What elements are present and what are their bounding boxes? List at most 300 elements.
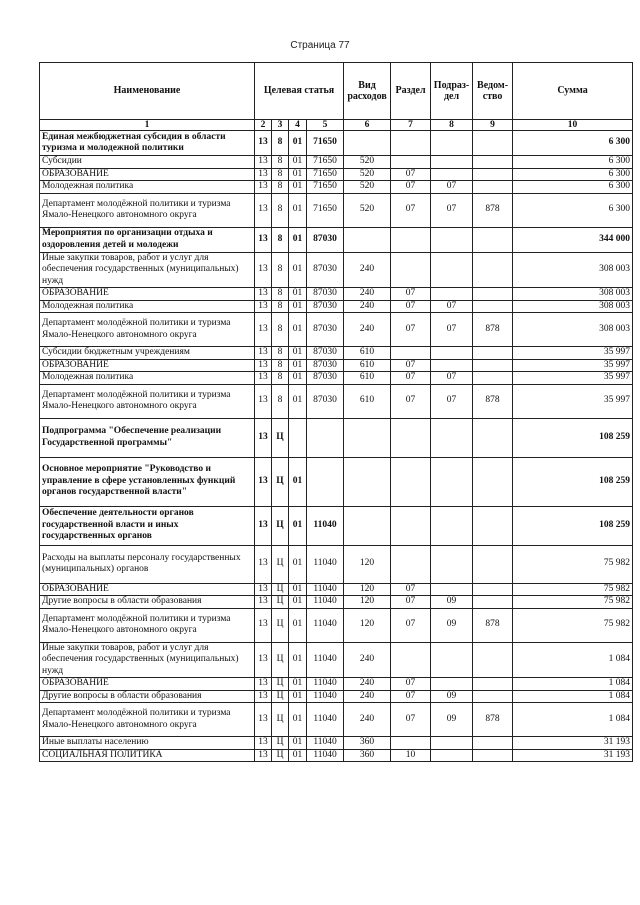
target-code-direction: 87030 [307, 288, 344, 301]
target-code-direction: 71650 [307, 131, 344, 156]
expense-type: 240 [344, 313, 391, 347]
table-row [40, 583, 633, 596]
col-header-summa: Сумма [513, 63, 633, 120]
target-code-direction: 11040 [307, 737, 344, 750]
row-name: ОБРАЗОВАНИЕ [40, 359, 255, 372]
target-code-direction: 87030 [307, 359, 344, 372]
target-code-direction: 11040 [307, 596, 344, 609]
section-code: 07 [391, 313, 431, 347]
department-code [473, 227, 513, 252]
amount: 1 084 [513, 690, 633, 703]
target-code-direction: 87030 [307, 384, 344, 418]
expense-type [344, 457, 391, 506]
subsection-code [431, 227, 473, 252]
row-name: Обеспечение деятельности органов государственной власти и иных государственных органов [40, 506, 255, 545]
row-name: Другие вопросы в области образования [40, 690, 255, 703]
target-code-direction [307, 457, 344, 506]
department-code [473, 583, 513, 596]
subsection-code [431, 642, 473, 678]
table-body [40, 131, 633, 762]
row-name: Расходы на выплаты персоналу государственных (муниципальных) органов [40, 545, 255, 583]
target-code-direction: 11040 [307, 608, 344, 642]
column-number: 5 [307, 120, 344, 131]
section-code [391, 642, 431, 678]
department-code: 878 [473, 703, 513, 737]
section-code [391, 418, 431, 457]
target-code-direction: 11040 [307, 506, 344, 545]
table-row [40, 506, 633, 545]
amount: 35 997 [513, 372, 633, 385]
subsection-code [431, 288, 473, 301]
target-code-program: 13 [255, 252, 272, 288]
target-code-event: 01 [289, 313, 307, 347]
target-code-event: 01 [289, 384, 307, 418]
subsection-code [431, 506, 473, 545]
target-code-event: 01 [289, 372, 307, 385]
budget-table [39, 62, 633, 762]
section-code: 07 [391, 384, 431, 418]
amount: 35 997 [513, 359, 633, 372]
column-number: 1 [40, 120, 255, 131]
target-code-event: 01 [289, 252, 307, 288]
expense-type: 120 [344, 608, 391, 642]
expense-type: 610 [344, 372, 391, 385]
target-code-subprogram: Ц [272, 690, 289, 703]
department-code [473, 359, 513, 372]
target-code-direction [307, 418, 344, 457]
subsection-code [431, 359, 473, 372]
target-code-program: 13 [255, 359, 272, 372]
target-code-subprogram: Ц [272, 596, 289, 609]
target-code-event: 01 [289, 168, 307, 181]
table-row [40, 457, 633, 506]
table-row [40, 545, 633, 583]
target-code-direction: 71650 [307, 193, 344, 227]
target-code-event: 01 [289, 193, 307, 227]
section-code [391, 227, 431, 252]
expense-type: 240 [344, 690, 391, 703]
subsection-code: 07 [431, 384, 473, 418]
col-header-podrazdel: Подраз-дел [431, 63, 473, 120]
subsection-code [431, 156, 473, 169]
expense-type: 610 [344, 347, 391, 360]
department-code [473, 168, 513, 181]
subsection-code [431, 457, 473, 506]
amount: 308 003 [513, 300, 633, 313]
expense-type: 520 [344, 193, 391, 227]
department-code [473, 642, 513, 678]
target-code-subprogram: Ц [272, 608, 289, 642]
amount: 108 259 [513, 457, 633, 506]
target-code-program: 13 [255, 642, 272, 678]
section-code: 07 [391, 181, 431, 194]
row-name: Департамент молодёжной политики и туризма Ямало-Ненецкого автономного округа [40, 703, 255, 737]
column-number: 2 [255, 120, 272, 131]
column-number: 6 [344, 120, 391, 131]
target-code-subprogram: Ц [272, 545, 289, 583]
target-code-event: 01 [289, 131, 307, 156]
department-code [473, 545, 513, 583]
col-header-vid: Вид расходов [344, 63, 391, 120]
row-name: Подпрограмма "Обеспечение реализации Государственной программы" [40, 418, 255, 457]
row-name: Иные закупки товаров, работ и услуг для обеспечения государственных (муниципальных) нужд [40, 252, 255, 288]
section-code: 07 [391, 288, 431, 301]
department-code [473, 156, 513, 169]
amount: 108 259 [513, 418, 633, 457]
section-code [391, 737, 431, 750]
column-number: 9 [473, 120, 513, 131]
department-code [473, 506, 513, 545]
section-code: 07 [391, 690, 431, 703]
amount: 35 997 [513, 384, 633, 418]
amount: 308 003 [513, 288, 633, 301]
target-code-subprogram: 8 [272, 372, 289, 385]
department-code [473, 288, 513, 301]
expense-type: 360 [344, 749, 391, 762]
section-code: 07 [391, 596, 431, 609]
section-code: 07 [391, 168, 431, 181]
subsection-code [431, 678, 473, 691]
expense-type: 240 [344, 678, 391, 691]
section-code [391, 156, 431, 169]
target-code-event: 01 [289, 678, 307, 691]
row-name: Департамент молодёжной политики и туризма Ямало-Ненецкого автономного округа [40, 313, 255, 347]
target-code-event: 01 [289, 227, 307, 252]
col-header-target: Целевая статья [255, 63, 344, 120]
target-code-subprogram: Ц [272, 642, 289, 678]
target-code-program: 13 [255, 131, 272, 156]
table-row [40, 359, 633, 372]
target-code-program: 13 [255, 193, 272, 227]
subsection-code [431, 545, 473, 583]
amount: 308 003 [513, 313, 633, 347]
target-code-program: 13 [255, 227, 272, 252]
section-code [391, 347, 431, 360]
table-row [40, 678, 633, 691]
subsection-code: 07 [431, 181, 473, 194]
expense-type [344, 131, 391, 156]
department-code [473, 418, 513, 457]
column-number: 3 [272, 120, 289, 131]
target-code-direction: 87030 [307, 347, 344, 360]
row-name: Молодежная политика [40, 181, 255, 194]
department-code [473, 372, 513, 385]
section-code: 07 [391, 583, 431, 596]
target-code-direction: 11040 [307, 583, 344, 596]
amount: 6 300 [513, 168, 633, 181]
department-code [473, 690, 513, 703]
column-number: 7 [391, 120, 431, 131]
subsection-code [431, 418, 473, 457]
target-code-direction: 71650 [307, 181, 344, 194]
row-name: Департамент молодёжной политики и туризма Ямало-Ненецкого автономного округа [40, 384, 255, 418]
target-code-program: 13 [255, 608, 272, 642]
table-row [40, 384, 633, 418]
department-code [473, 749, 513, 762]
department-code [473, 300, 513, 313]
department-code [473, 457, 513, 506]
table-row [40, 313, 633, 347]
subsection-code [431, 168, 473, 181]
target-code-direction: 11040 [307, 749, 344, 762]
target-code-program: 13 [255, 300, 272, 313]
expense-type: 120 [344, 596, 391, 609]
section-code [391, 506, 431, 545]
subsection-code: 09 [431, 608, 473, 642]
column-number: 8 [431, 120, 473, 131]
target-code-event [289, 418, 307, 457]
target-code-program: 13 [255, 313, 272, 347]
amount: 6 300 [513, 181, 633, 194]
target-code-direction: 11040 [307, 642, 344, 678]
amount: 6 300 [513, 131, 633, 156]
department-code: 878 [473, 608, 513, 642]
target-code-program: 13 [255, 372, 272, 385]
target-code-event: 01 [289, 506, 307, 545]
amount: 31 193 [513, 737, 633, 750]
target-code-program: 13 [255, 690, 272, 703]
target-code-subprogram: Ц [272, 457, 289, 506]
row-name: Субсидии бюджетным учреждениям [40, 347, 255, 360]
col-header-name: Наименование [40, 63, 255, 120]
target-code-subprogram: 8 [272, 384, 289, 418]
section-code: 07 [391, 359, 431, 372]
target-code-subprogram: 8 [272, 168, 289, 181]
target-code-event: 01 [289, 703, 307, 737]
target-code-direction: 87030 [307, 300, 344, 313]
target-code-subprogram: 8 [272, 227, 289, 252]
table-row [40, 252, 633, 288]
target-code-event: 01 [289, 749, 307, 762]
target-code-direction: 87030 [307, 313, 344, 347]
target-code-program: 13 [255, 596, 272, 609]
expense-type: 240 [344, 642, 391, 678]
department-code: 878 [473, 313, 513, 347]
expense-type: 360 [344, 737, 391, 750]
row-name: ОБРАЗОВАНИЕ [40, 288, 255, 301]
amount: 108 259 [513, 506, 633, 545]
target-code-program: 13 [255, 181, 272, 194]
expense-type: 240 [344, 288, 391, 301]
row-name: Департамент молодёжной политики и туризма Ямало-Ненецкого автономного округа [40, 608, 255, 642]
table-row [40, 608, 633, 642]
target-code-program: 13 [255, 418, 272, 457]
department-code [473, 596, 513, 609]
row-name: Мероприятия по организации отдыха и оздоровления детей и молодежи [40, 227, 255, 252]
table-row [40, 372, 633, 385]
department-code: 878 [473, 193, 513, 227]
row-name: Молодежная политика [40, 372, 255, 385]
row-name: Департамент молодёжной политики и туризма Ямало-Ненецкого автономного округа [40, 193, 255, 227]
target-code-subprogram: Ц [272, 583, 289, 596]
table-row [40, 193, 633, 227]
subsection-code: 07 [431, 193, 473, 227]
target-code-event: 01 [289, 545, 307, 583]
target-code-event: 01 [289, 288, 307, 301]
expense-type: 610 [344, 359, 391, 372]
target-code-event: 01 [289, 642, 307, 678]
subsection-code [431, 737, 473, 750]
target-code-event: 01 [289, 596, 307, 609]
amount: 1 084 [513, 642, 633, 678]
subsection-code: 07 [431, 372, 473, 385]
section-code [391, 252, 431, 288]
table-row [40, 347, 633, 360]
amount: 1 084 [513, 703, 633, 737]
section-code [391, 131, 431, 156]
table-row [40, 596, 633, 609]
target-code-subprogram: Ц [272, 506, 289, 545]
amount: 1 084 [513, 678, 633, 691]
section-code: 07 [391, 678, 431, 691]
expense-type: 610 [344, 384, 391, 418]
target-code-subprogram: 8 [272, 300, 289, 313]
row-name: ОБРАЗОВАНИЕ [40, 168, 255, 181]
target-code-program: 13 [255, 545, 272, 583]
target-code-subprogram: Ц [272, 418, 289, 457]
target-code-subprogram: Ц [272, 703, 289, 737]
expense-type [344, 418, 391, 457]
header-row [40, 63, 633, 120]
target-code-event: 01 [289, 156, 307, 169]
target-code-subprogram: 8 [272, 347, 289, 360]
expense-type: 120 [344, 583, 391, 596]
amount: 31 193 [513, 749, 633, 762]
target-code-program: 13 [255, 737, 272, 750]
target-code-event: 01 [289, 300, 307, 313]
amount: 344 000 [513, 227, 633, 252]
amount: 75 982 [513, 583, 633, 596]
target-code-subprogram: 8 [272, 131, 289, 156]
subsection-code: 07 [431, 300, 473, 313]
section-code: 07 [391, 372, 431, 385]
target-code-subprogram: 8 [272, 181, 289, 194]
target-code-direction: 11040 [307, 703, 344, 737]
section-code [391, 457, 431, 506]
department-code [473, 131, 513, 156]
target-code-subprogram: 8 [272, 252, 289, 288]
expense-type [344, 227, 391, 252]
subsection-code: 09 [431, 703, 473, 737]
expense-type: 120 [344, 545, 391, 583]
table-row [40, 288, 633, 301]
col-header-razdel: Раздел [391, 63, 431, 120]
amount: 75 982 [513, 596, 633, 609]
target-code-subprogram: 8 [272, 288, 289, 301]
row-name: Субсидии [40, 156, 255, 169]
table-row [40, 737, 633, 750]
target-code-subprogram: Ц [272, 749, 289, 762]
section-code: 07 [391, 703, 431, 737]
row-name: Иные выплаты населению [40, 737, 255, 750]
expense-type: 520 [344, 168, 391, 181]
subsection-code: 09 [431, 690, 473, 703]
department-code [473, 181, 513, 194]
department-code: 878 [473, 384, 513, 418]
amount: 308 003 [513, 252, 633, 288]
column-number: 4 [289, 120, 307, 131]
col-header-vedomstvo: Ведом-ство [473, 63, 513, 120]
table-row [40, 131, 633, 156]
expense-type [344, 506, 391, 545]
expense-type: 520 [344, 181, 391, 194]
row-name: СОЦИАЛЬНАЯ ПОЛИТИКА [40, 749, 255, 762]
subsection-code: 09 [431, 596, 473, 609]
target-code-direction: 87030 [307, 252, 344, 288]
target-code-program: 13 [255, 749, 272, 762]
row-name: Другие вопросы в области образования [40, 596, 255, 609]
target-code-program: 13 [255, 384, 272, 418]
target-code-subprogram: 8 [272, 193, 289, 227]
subsection-code [431, 252, 473, 288]
target-code-direction: 11040 [307, 690, 344, 703]
page-label: Страница 77 [290, 40, 350, 51]
target-code-event: 01 [289, 583, 307, 596]
target-code-event: 01 [289, 359, 307, 372]
amount: 6 300 [513, 193, 633, 227]
row-name: ОБРАЗОВАНИЕ [40, 678, 255, 691]
table-row [40, 168, 633, 181]
expense-type: 520 [344, 156, 391, 169]
table-row [40, 418, 633, 457]
target-code-program: 13 [255, 678, 272, 691]
target-code-program: 13 [255, 168, 272, 181]
table-row [40, 300, 633, 313]
amount: 35 997 [513, 347, 633, 360]
target-code-event: 01 [289, 457, 307, 506]
table-row [40, 642, 633, 678]
section-code: 07 [391, 193, 431, 227]
department-code [473, 737, 513, 750]
department-code [473, 678, 513, 691]
target-code-event: 01 [289, 347, 307, 360]
target-code-program: 13 [255, 457, 272, 506]
target-code-subprogram: Ц [272, 678, 289, 691]
target-code-direction: 87030 [307, 372, 344, 385]
target-code-event: 01 [289, 737, 307, 750]
table-row [40, 703, 633, 737]
subsection-code [431, 131, 473, 156]
subsection-code [431, 749, 473, 762]
target-code-subprogram: 8 [272, 313, 289, 347]
target-code-subprogram: 8 [272, 156, 289, 169]
section-code: 10 [391, 749, 431, 762]
column-number-row [40, 120, 633, 131]
row-name: Молодежная политика [40, 300, 255, 313]
section-code: 07 [391, 608, 431, 642]
department-code [473, 252, 513, 288]
target-code-event: 01 [289, 181, 307, 194]
table-row [40, 181, 633, 194]
target-code-direction: 71650 [307, 156, 344, 169]
subsection-code [431, 583, 473, 596]
target-code-subprogram: Ц [272, 737, 289, 750]
target-code-direction: 11040 [307, 545, 344, 583]
subsection-code: 07 [431, 313, 473, 347]
target-code-program: 13 [255, 347, 272, 360]
target-code-direction: 87030 [307, 227, 344, 252]
row-name: Единая межбюджетная субсидия в области туризма и молодежной политики [40, 131, 255, 156]
table-row [40, 156, 633, 169]
row-name: ОБРАЗОВАНИЕ [40, 583, 255, 596]
target-code-subprogram: 8 [272, 359, 289, 372]
target-code-program: 13 [255, 288, 272, 301]
column-number: 10 [513, 120, 633, 131]
section-code: 07 [391, 300, 431, 313]
table-row [40, 227, 633, 252]
department-code [473, 347, 513, 360]
target-code-program: 13 [255, 583, 272, 596]
